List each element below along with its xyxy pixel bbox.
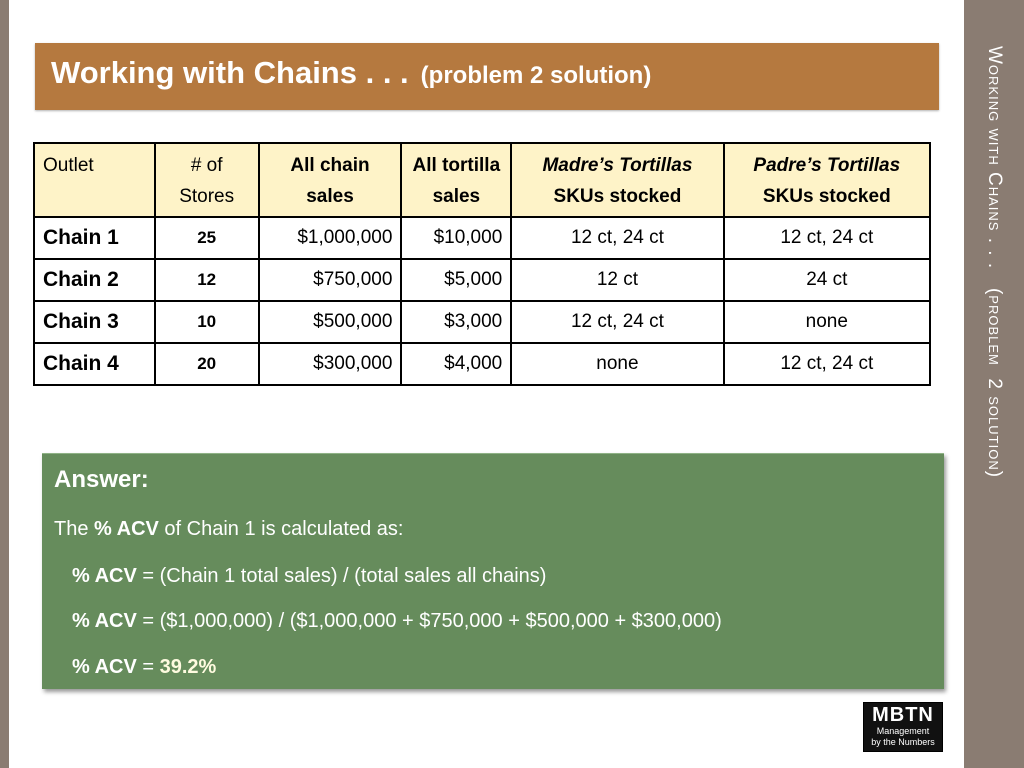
answer-intro-acv: % ACV xyxy=(94,518,159,540)
header-chain-sales: All chain sales xyxy=(259,143,402,217)
cell-padre-skus: 24 ct xyxy=(724,259,930,301)
answer-heading: Answer: xyxy=(54,466,149,493)
acv-label: % ACV xyxy=(72,610,137,632)
cell-madre-skus: 12 ct, 24 ct xyxy=(511,301,723,343)
cell-tortilla-sales: $10,000 xyxy=(401,217,511,259)
answer-intro-post: of Chain 1 is calculated as: xyxy=(158,518,404,540)
cell-stores: 20 xyxy=(155,343,259,385)
cell-outlet: Chain 3 xyxy=(34,301,155,343)
acv-label: % ACV xyxy=(72,565,137,587)
header-stores: # of Stores xyxy=(155,143,259,217)
acv-label: % ACV xyxy=(72,656,137,678)
left-accent-stripe xyxy=(0,0,9,768)
header-madre-skus xyxy=(511,143,723,217)
side-title-text: Working with Chains . . . (problem 2 solution) xyxy=(984,46,1005,479)
slide-title xyxy=(51,55,651,91)
answer-intro-line xyxy=(54,518,403,541)
cell-tortilla-sales: $5,000 xyxy=(401,259,511,301)
header-madre-rest: SKUs stocked xyxy=(553,186,682,207)
cell-padre-skus: 12 ct, 24 ct xyxy=(724,217,930,259)
header-outlet: Outlet xyxy=(34,143,155,217)
cell-madre-skus: 12 ct, 24 ct xyxy=(511,217,723,259)
chains-table xyxy=(33,142,931,386)
cell-padre-skus: 12 ct, 24 ct xyxy=(724,343,930,385)
cell-chain-sales: $500,000 xyxy=(259,301,402,343)
result-equals: = xyxy=(136,656,160,678)
mbtn-logo xyxy=(863,702,943,752)
logo-mark: MBTN xyxy=(872,704,934,726)
slide-title-main: Working with Chains . . . xyxy=(51,55,409,90)
table-row xyxy=(34,301,930,343)
cell-outlet: Chain 4 xyxy=(34,343,155,385)
header-tortilla-sales: All tortilla sales xyxy=(401,143,511,217)
answer-intro-pre: The xyxy=(54,518,95,540)
cell-chain-sales: $1,000,000 xyxy=(259,217,402,259)
cell-stores: 10 xyxy=(155,301,259,343)
logo-line-2: by the Numbers xyxy=(871,737,935,747)
answer-box xyxy=(42,453,944,689)
formula-line xyxy=(72,565,546,588)
table-row xyxy=(34,259,930,301)
cell-tortilla-sales: $3,000 xyxy=(401,301,511,343)
table-header-row xyxy=(34,143,930,217)
table-row xyxy=(34,343,930,385)
side-title xyxy=(964,0,1024,768)
cell-padre-skus: none xyxy=(724,301,930,343)
formula-text: = (Chain 1 total sales) / (total sales all chains) xyxy=(136,565,547,587)
title-bar xyxy=(35,43,939,110)
cell-chain-sales: $300,000 xyxy=(259,343,402,385)
cell-madre-skus: 12 ct xyxy=(511,259,723,301)
header-padre-brand: Padre’s Tortillas xyxy=(753,155,901,176)
result-line xyxy=(72,656,216,679)
cell-outlet: Chain 1 xyxy=(34,217,155,259)
cell-tortilla-sales: $4,000 xyxy=(401,343,511,385)
table-row xyxy=(34,217,930,259)
slide-subtitle: (problem 2 solution) xyxy=(420,62,652,89)
logo-line-1: Management xyxy=(876,726,930,736)
acv-result: 39.2% xyxy=(159,656,217,678)
header-padre-rest: SKUs stocked xyxy=(762,186,891,207)
cell-madre-skus: none xyxy=(511,343,723,385)
substitution-text: = ($1,000,000) / ($1,000,000 + $750,000 + $500,000 + $300,000) xyxy=(136,610,722,632)
header-padre-skus xyxy=(724,143,930,217)
cell-stores: 12 xyxy=(155,259,259,301)
cell-chain-sales: $750,000 xyxy=(259,259,402,301)
substitution-line xyxy=(72,610,722,633)
header-madre-brand: Madre’s Tortillas xyxy=(542,155,693,176)
cell-outlet: Chain 2 xyxy=(34,259,155,301)
cell-stores: 25 xyxy=(155,217,259,259)
